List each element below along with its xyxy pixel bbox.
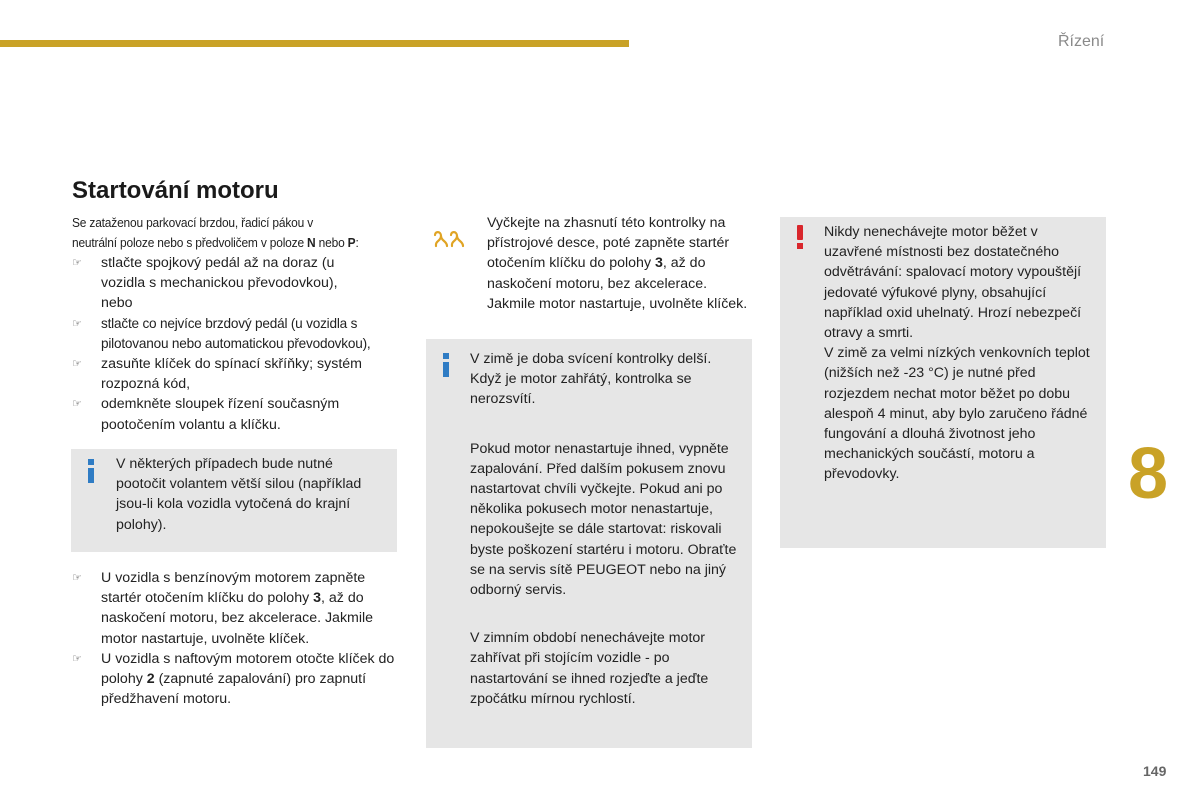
warning-text <box>824 222 1100 485</box>
pointing-hand-icon: ☞ <box>72 652 82 665</box>
info-box-text <box>470 349 740 709</box>
step-line: nebo <box>101 295 133 312</box>
pointing-hand-icon: ☞ <box>72 257 82 269</box>
step-line: pootočením volantu a klíčku. <box>101 416 281 433</box>
petrol-text: U vozidla s benzínovým motorem zapněte startér otočením klíčku do polohy <box>101 570 366 607</box>
pointing-hand-icon: ☞ <box>72 398 82 411</box>
step-line: odemkněte sloupek řízení současným <box>101 396 340 413</box>
intro-line-1: Se zataženou parkovací brzdou, řadicí pákou v <box>72 215 314 230</box>
list-item <box>72 649 402 710</box>
list-item <box>72 253 402 314</box>
key-position: 3 <box>313 590 322 607</box>
start-steps-list <box>72 253 402 435</box>
step-line: stlačte spojkový pedál až na doraz (u <box>101 255 335 271</box>
key-position: 2 <box>146 671 155 688</box>
warning-icon <box>794 225 806 249</box>
pointing-hand-icon: ☞ <box>72 358 82 371</box>
list-item <box>72 394 402 434</box>
intro-text-e: : <box>355 235 359 250</box>
info-box-steering <box>71 449 397 552</box>
intro-text <box>72 213 401 253</box>
preheat-text <box>487 213 757 314</box>
gear-p: P <box>347 235 356 250</box>
step-line: vozidla s mechanickou převodovkou), <box>101 275 338 292</box>
page-number: 149 <box>1143 763 1167 779</box>
step-line: stlačte co nejvíce brzdový pedál (u vozidla s <box>101 315 358 331</box>
intro-line-2 <box>72 233 401 253</box>
gear-n: N <box>307 235 316 250</box>
engine-type-list <box>72 568 402 709</box>
paragraph: Pokud motor nenastartuje ihned, vypněte zapalování. Před dalším pokusem znovu nastartovat chvíli vyčkejte. Pokud ani po několika pokusech motor nenastartuje, nepokoušejte se dále startovat: riskovali byste poškození startéru i motoru. Obraťte se na servis sítě PEUGEOT nebo na jiný odborný servis. <box>470 440 737 599</box>
preheat-text-a: Vyčkejte na zhasnutí této kontrolky na přístrojové desce, poté zapněte startér otočením klíčku do polohy <box>487 215 730 272</box>
glow-plug-icon <box>432 230 466 250</box>
step-line: zasuňte klíček do spínací skříňky; systém <box>101 356 362 373</box>
paragraph: Nikdy nenechávejte motor běžet v uzavřené místnosti bez dostatečného odvětrávání: spalovací motory vypouštějí jedovaté výfukové plyny, obsahující například oxid uhelnatý. Hrozí nebezpečí otravy a smrti. <box>824 224 1082 342</box>
info-icon <box>440 353 452 377</box>
header-accent-bar <box>0 40 629 47</box>
diesel-text-end: (zapnuté zapalování) pro zapnutí předžhavení motoru. <box>101 671 367 708</box>
info-box-text: V některých případech bude nutné pootočit volantem větší silou (například jsou-li kola vozidla vytočená do krajní polohy). <box>116 456 362 533</box>
section-title: Řízení <box>1058 33 1105 50</box>
page-title: Startování motoru <box>72 177 279 204</box>
paragraph: V zimě je doba svícení kontrolky delší. Když je motor zahřátý, kontrolka se nerozsvítí. <box>470 351 712 408</box>
petrol-text-end: , až do naskočení motoru, bez akcelerace. Jakmile motor nastartuje, uvolněte klíček. <box>101 590 374 647</box>
paragraph: V zimním období nenechávejte motor zahřívat při stojícím vozidle - po nastartování se ihned rozjeďte a jeďte zpočátku mírnou rychlostí. <box>470 630 709 707</box>
list-item <box>72 568 402 649</box>
key-position: 3 <box>654 255 663 272</box>
step-line: rozpozná kód, <box>101 376 191 393</box>
chapter-number: 8 <box>1128 434 1169 514</box>
paragraph: V zimě za velmi nízkých venkovních teplot (nižších než -23 °C) je nutné před rozjezdem nechat motor běžet po dobu alespoň 4 minut, aby bylo zaručeno řádné fungování a dlouhá životnost jeho mechanických součástí, motoru a převodovky. <box>824 345 1090 483</box>
diesel-text: U vozidla s naftovým motorem otočte klíček do polohy <box>101 650 395 688</box>
intro-text-c: nebo <box>315 235 348 250</box>
intro-text-a: neutrální poloze nebo s předvoličem v poloze <box>72 235 308 250</box>
pointing-hand-icon: ☞ <box>72 317 82 330</box>
warning-box <box>780 217 1106 548</box>
info-icon <box>85 459 97 483</box>
preheat-text-c: , až do naskočení motoru, bez akcelerace. Jakmile motor nastartuje, uvolněte klíček. <box>487 255 748 312</box>
list-item <box>72 354 402 394</box>
pointing-hand-icon: ☞ <box>72 572 82 584</box>
info-box-winter <box>426 339 752 748</box>
list-item <box>72 314 402 354</box>
step-line: pilotovanou nebo automatickou převodovkou), <box>101 335 371 351</box>
